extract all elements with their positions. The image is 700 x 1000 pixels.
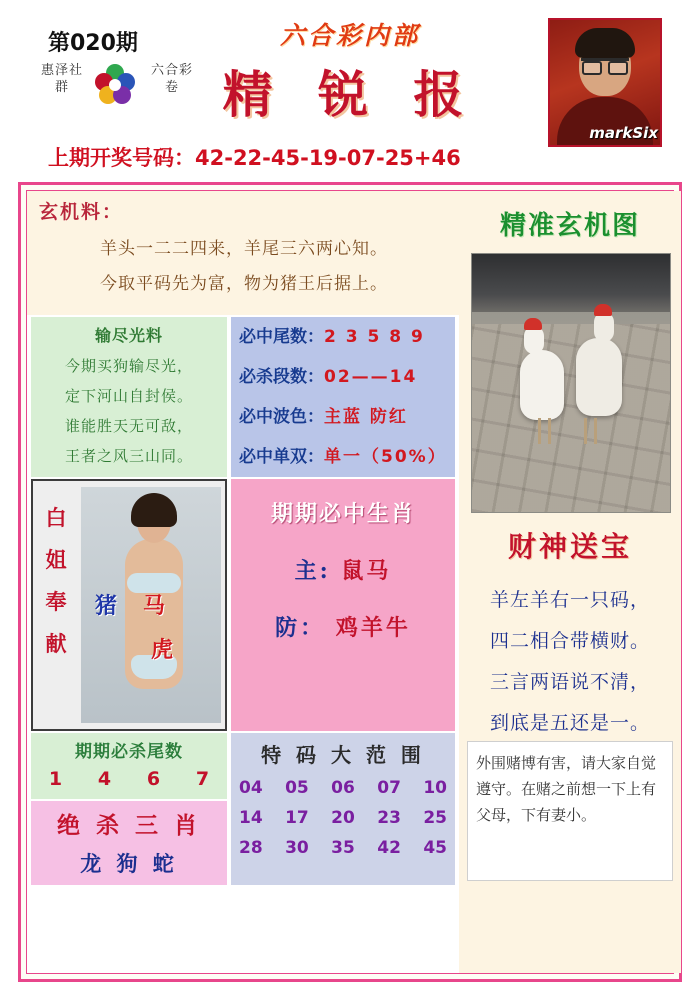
number-cell: 35 (331, 838, 355, 858)
tail-number: 4 (97, 768, 112, 790)
girl-box-caption: 白姐奉献 (45, 505, 67, 656)
prediction-row (231, 437, 455, 477)
number-cell: 17 (285, 808, 309, 828)
zodiac-main-label: 主: (294, 558, 331, 584)
zodiac-guard-row (231, 611, 455, 642)
photo-hair (131, 493, 177, 527)
content-frame (18, 182, 682, 982)
number-cell: 20 (331, 808, 355, 828)
publisher-name-left: 惠泽社群 (40, 63, 83, 95)
zodiac-overlay-2: 马 (143, 593, 166, 619)
poem-line: 今期买狗输尽光， (64, 357, 193, 375)
verse-line: 到底是五还是一。 (489, 712, 650, 734)
number-cell: 30 (285, 838, 309, 858)
verse-line: 三言两语说不清， (489, 671, 650, 693)
tail-number-title: 期期必杀尾数 (75, 742, 183, 762)
rooster-left (520, 350, 564, 420)
predictions-panel (231, 317, 455, 477)
number-row (239, 778, 447, 798)
kill-zodiac-title: 绝 杀 三 肖 (56, 812, 202, 839)
poem-title: 输尽光料 (94, 326, 163, 345)
caishen-title: 财神送宝 (507, 530, 632, 563)
zodiac-overlay-1: 猪 (95, 593, 118, 619)
number-cell: 10 (423, 778, 447, 798)
number-cell: 23 (377, 808, 401, 828)
rooster-photo (471, 253, 671, 513)
poem-line: 谁能胜天无可敌， (64, 417, 193, 435)
prediction-value: 主蓝 防红 (324, 407, 408, 427)
prediction-row (231, 317, 455, 357)
number-row (239, 808, 447, 828)
content-frame-inner (26, 190, 674, 974)
kill-zodiac-values: 龙 狗 蛇 (80, 851, 178, 876)
zodiac-main-value: 鼠马 (341, 558, 392, 584)
verse-line: 羊左羊右一只码， (489, 589, 650, 611)
zodiac-panel-title: 期期必中生肖 (270, 501, 415, 527)
prediction-row (231, 357, 455, 397)
poem-line: 王者之风三山同。 (64, 447, 193, 465)
warning-notice: 外围赌博有害，请大家自觉遵守。在赌之前想一下上有父母，下有妻小。 (467, 741, 673, 881)
last-draw-numbers: 上期开奖号码：42-22-45-19-07-25+46 (48, 146, 461, 170)
portrait-photo (548, 18, 662, 147)
left-column (27, 191, 459, 973)
glasses-icon (581, 58, 629, 73)
rooster-right (576, 338, 622, 416)
poem-section (31, 317, 227, 477)
verse-section (467, 571, 673, 735)
prediction-row (231, 397, 455, 437)
tail-number-list (31, 768, 227, 790)
xuanji-section (27, 191, 459, 315)
issue-number: 第020期 (48, 31, 138, 56)
special-number-grid (231, 778, 455, 858)
number-cell: 07 (377, 778, 401, 798)
number-cell: 28 (239, 838, 263, 858)
number-cell: 05 (285, 778, 309, 798)
number-cell: 06 (331, 778, 355, 798)
zodiac-overlay-3: 虎 (151, 637, 174, 663)
number-cell: 14 (239, 808, 263, 828)
prediction-label: 必中尾数： (239, 327, 324, 347)
number-cell: 45 (423, 838, 447, 858)
prediction-value: 2 3 5 8 9 (324, 327, 425, 347)
xuanji-line-1: 羊头一二二四来，羊尾三六两心知。 (100, 239, 388, 259)
poster-header (0, 0, 700, 180)
prediction-label: 必中单双： (239, 447, 324, 467)
tail-number: 1 (48, 768, 63, 790)
xuanji-line-2: 今取平码先为富，物为猪王后据上。 (100, 274, 388, 294)
kill-zodiac-panel (31, 801, 227, 885)
number-cell: 42 (377, 838, 401, 858)
zodiac-panel (231, 479, 455, 731)
prediction-label: 必杀段数： (239, 367, 324, 387)
tail-number: 7 (195, 768, 210, 790)
girl-photo-box (31, 479, 227, 731)
prediction-label: 必中波色： (239, 407, 324, 427)
number-cell: 25 (423, 808, 447, 828)
tail-number-panel (31, 733, 227, 799)
prediction-value: 单一（50%） (324, 447, 447, 467)
marksix-label: markSix (589, 124, 658, 142)
zodiac-main-row (231, 554, 455, 585)
rooster-legs (532, 418, 612, 448)
masthead-title: 精 锐 报 (222, 65, 478, 124)
poem-line: 定下河山自封侯。 (64, 387, 193, 405)
tail-number: 6 (146, 768, 161, 790)
zodiac-guard-value: 鸡羊牛 (335, 615, 411, 641)
portrait-hair (575, 28, 635, 58)
zodiac-guard-label: 防： (275, 615, 326, 641)
number-row (239, 838, 447, 858)
verse-line: 四二相合带横财。 (489, 630, 650, 652)
special-number-range-title: 特 码 大 范 围 (261, 743, 425, 767)
publisher-name-right: 六合彩卷 (150, 63, 193, 95)
photo-car (472, 254, 670, 312)
special-number-range-panel (231, 733, 455, 885)
xuanji-title: 玄机料： (39, 201, 124, 223)
xuanji-image-title: 精准玄机图 (499, 211, 640, 241)
prediction-value: 02——14 (324, 367, 418, 387)
masthead-subtitle: 六合彩内部 (279, 21, 420, 50)
number-cell: 04 (239, 778, 263, 798)
right-column (459, 191, 681, 973)
